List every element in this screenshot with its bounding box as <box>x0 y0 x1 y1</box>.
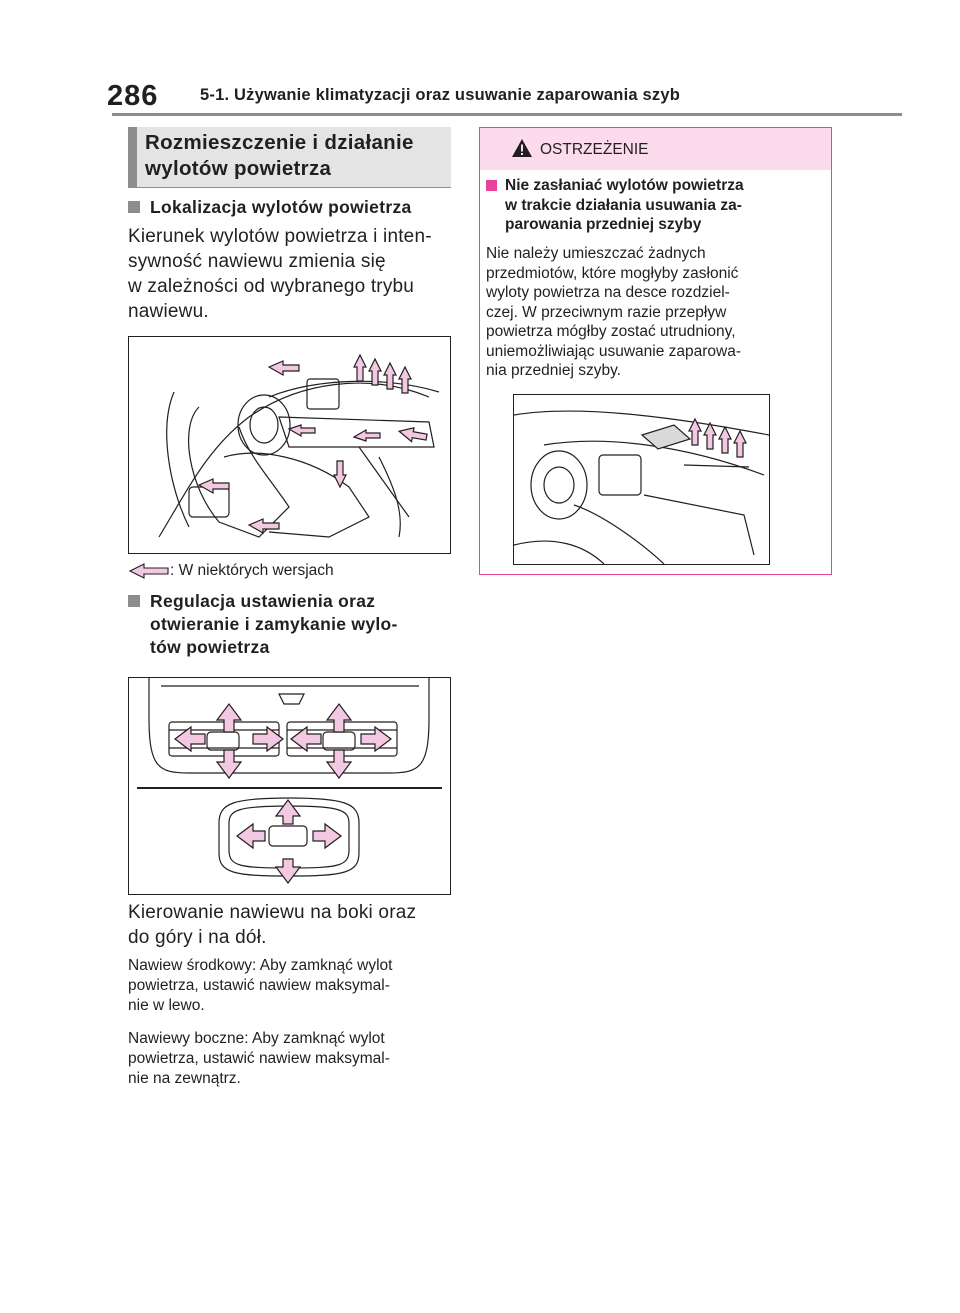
center-vent-note <box>128 956 453 1016</box>
warning-title: OSTRZEŻENIE <box>540 141 649 158</box>
cabin-vents-figure <box>128 336 451 554</box>
note-line: Nawiewy boczne: Aby zamknąć wylot <box>128 1030 385 1047</box>
cabin-vents-illustration <box>129 337 450 553</box>
side-vent-note <box>128 1029 453 1089</box>
optional-legend <box>128 562 334 580</box>
subheading-line: Nie zasłaniać wylotów powietrza <box>505 177 744 194</box>
warning-line: nia przedniej szyby. <box>486 362 621 379</box>
body-line: Kierunek wylotów powietrza i inten- <box>128 226 432 247</box>
header-rule <box>112 113 902 116</box>
note-line: powietrza, ustawić nawiew maksymal- <box>128 977 390 994</box>
warning-line: czej. W przeciwnym razie przepływ <box>486 303 727 321</box>
note-line: Nawiew środkowy: Aby zamknąć wylot <box>128 957 393 974</box>
page-number: 286 <box>107 80 159 112</box>
vent-adjust-figure <box>128 677 451 895</box>
location-body <box>128 224 453 324</box>
warning-line: Nie należy umieszczać żadnych <box>486 245 706 262</box>
warning-body <box>486 244 826 381</box>
warning-box <box>479 127 832 575</box>
warning-header <box>480 128 831 170</box>
note-line: nie w lewo. <box>128 997 205 1014</box>
section-title-line: Rozmieszczenie i działanie <box>145 131 414 154</box>
square-bullet-icon <box>486 180 497 191</box>
note-line: nie na zewnątrz. <box>128 1070 241 1087</box>
heading-line: Regulacja ustawienia oraz <box>150 591 376 611</box>
body-line: sywność nawiewu zmienia się <box>128 251 386 272</box>
warning-line: powietrza mógłby zostać utrudniony, <box>486 323 736 340</box>
heading-line: otwieranie i zamykanie wylo- <box>150 614 398 634</box>
heading-line: tów powietrza <box>150 637 270 657</box>
legend-text: : W niektórych wersjach <box>170 562 334 579</box>
adjust-body <box>128 900 453 950</box>
section-title-bar <box>128 127 137 187</box>
warning-triangle-icon <box>511 138 533 158</box>
body-line: do góry i na dół. <box>128 927 267 948</box>
outlet-arrow-icon <box>128 563 170 579</box>
square-bullet-icon <box>128 201 140 213</box>
warning-line: uniemożliwiając usuwanie zaparowa- <box>486 342 742 360</box>
running-head: 5-1. Używanie klimatyzacji oraz usuwanie zaparowania szyb <box>200 86 680 104</box>
note-line: powietrza, ustawić nawiew maksymal- <box>128 1050 390 1067</box>
subheading-line: parowania przedniej szyby <box>505 216 702 233</box>
body-line: Kierowanie nawiewu na boki oraz <box>128 902 417 923</box>
body-line: w zależności od wybranego trybu <box>128 276 415 297</box>
square-bullet-icon <box>128 595 140 607</box>
blocked-vent-figure <box>513 394 770 565</box>
subheading-line: w trakcie działania usuwania za- <box>505 196 742 214</box>
location-heading-text: Lokalizacja wylotów powietrza <box>150 197 412 217</box>
section-title-band <box>128 127 451 187</box>
warning-line: wyloty powietrza na desce rozdziel- <box>486 284 730 301</box>
blocked-vent-illustration <box>514 395 769 564</box>
section-title <box>145 130 414 182</box>
warning-line: przedmiotów, które mogłyby zasłonić <box>486 264 739 282</box>
body-line: nawiewu. <box>128 301 209 322</box>
vent-adjust-illustration <box>129 678 450 894</box>
section-underline <box>128 187 451 188</box>
warning-subheading-text <box>505 176 825 235</box>
adjust-heading-text <box>150 590 398 659</box>
section-title-line: wylotów powietrza <box>145 157 332 180</box>
